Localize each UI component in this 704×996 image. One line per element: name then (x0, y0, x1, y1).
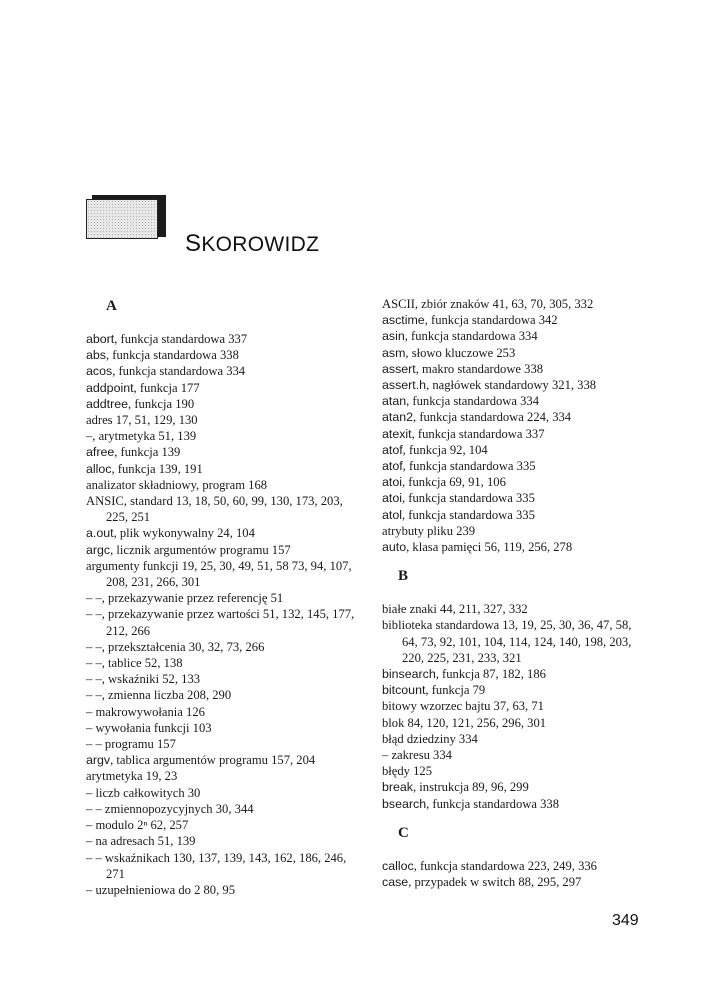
index-text: – –, przekształcenia 30, 32, 73, 266 (86, 639, 265, 654)
index-keyword: afree (86, 445, 115, 460)
index-keyword: case (382, 875, 409, 890)
index-entry (382, 442, 644, 458)
index-keyword: addtree (86, 396, 129, 411)
index-text: adres 17, 51, 129, 130 (86, 413, 198, 428)
index-entry (86, 525, 356, 541)
index-entry (382, 731, 644, 747)
index-entry (382, 296, 644, 312)
index-keyword: calloc (382, 858, 414, 873)
index-text: – zakresu 334 (382, 748, 452, 763)
index-entry (382, 507, 644, 523)
index-entry (382, 715, 644, 731)
index-column-right (382, 296, 644, 890)
index-keyword: argv (86, 753, 111, 768)
index-text: arytmetyka 19, 23 (86, 769, 178, 784)
index-text: , funkcja standardowa 223, 249, 336 (413, 858, 597, 873)
index-keyword: atof (382, 442, 403, 457)
index-text: – na adresach 51, 139 (86, 834, 196, 849)
index-entry (86, 817, 356, 833)
index-entry (382, 796, 644, 812)
index-entry (382, 874, 644, 890)
index-entry (382, 345, 644, 361)
index-text: , funkcja standardowa 335 (402, 459, 536, 474)
index-entry (86, 590, 356, 606)
index-text: – –, tablice 52, 138 (86, 656, 183, 671)
index-keyword: atan2 (382, 410, 414, 425)
index-text: bitowy wzorzec bajtu 37, 63, 71 (382, 699, 544, 714)
index-entry (382, 539, 644, 555)
index-keyword: atoi (382, 475, 402, 490)
index-keyword: assert (382, 361, 416, 376)
index-text: –, arytmetyka 51, 139 (86, 429, 197, 444)
index-keyword: addpoint (86, 380, 134, 395)
index-keyword: a.out (86, 526, 114, 541)
index-text: – makrowywołania 126 (86, 704, 205, 719)
index-text: , funkcja 92, 104 (402, 442, 488, 457)
index-entry (382, 409, 644, 425)
index-entry (86, 833, 356, 849)
index-text: , funkcja 139 (114, 445, 181, 460)
index-text: , przypadek w switch 88, 295, 297 (408, 875, 582, 890)
index-entry (382, 858, 644, 874)
index-text: , funkcja standardowa 337 (411, 426, 545, 441)
index-text: , plik wykonywalny 24, 104 (113, 526, 255, 541)
index-entry (86, 785, 356, 801)
index-entry (86, 752, 356, 768)
index-entry (86, 882, 356, 898)
index-text: , nagłówek standardowy 321, 338 (426, 378, 597, 393)
index-entry (86, 396, 356, 412)
index-text: analizator składniowy, program 168 (86, 477, 268, 492)
index-entry (382, 763, 644, 779)
index-text: – –, przekazywanie przez referencję 51 (86, 591, 284, 606)
index-text: , licznik argumentów programu 157 (110, 542, 291, 557)
index-entry (382, 523, 644, 539)
index-entry (382, 779, 644, 795)
index-entry (86, 639, 356, 655)
index-entry (86, 331, 356, 347)
index-entry (86, 542, 356, 558)
index-text: , klasa pamięci 56, 119, 256, 278 (406, 540, 573, 555)
section-letter: C (398, 824, 409, 841)
index-text: – liczb całkowitych 30 (86, 785, 201, 800)
index-text: , funkcja standardowa 338 (105, 348, 239, 363)
index-keyword: asin (382, 329, 405, 344)
index-text: , funkcja standardowa 334 (112, 364, 246, 379)
index-entry (86, 380, 356, 396)
index-keyword: break (382, 780, 413, 795)
index-keyword: atexit (382, 426, 412, 441)
index-entry (86, 687, 356, 703)
index-keyword: binsearch (382, 667, 436, 682)
index-text: , funkcja standardowa 337 (114, 332, 248, 346)
index-keyword: abs (86, 348, 106, 363)
index-entry (86, 412, 356, 428)
index-entry (382, 617, 644, 666)
index-entry (86, 850, 356, 882)
index-text: , słowo kluczowe 253 (405, 345, 516, 360)
index-keyword: assert.h (382, 378, 427, 393)
index-entry (382, 426, 644, 442)
index-keyword: argc (86, 542, 111, 557)
index-text: , funkcja standardowa 338 (426, 796, 559, 811)
index-text: , funkcja standardowa 334 (406, 394, 540, 409)
index-entry (382, 328, 644, 344)
index-keyword: asctime (382, 313, 425, 328)
index-text: , funkcja standardowa 342 (424, 313, 558, 328)
index-entry (86, 671, 356, 687)
index-keyword: bsearch (382, 796, 427, 811)
index-keyword: bitcount (382, 683, 426, 698)
index-entry (86, 704, 356, 720)
index-text: ASCII, zbiór znaków 41, 63, 70, 305, 332 (382, 297, 594, 311)
index-text: , funkcja 190 (128, 396, 195, 411)
index-text: , funkcja 139, 191 (111, 461, 203, 476)
index-entry (86, 428, 356, 444)
index-text: – – zmiennopozycyjnych 30, 344 (86, 801, 254, 816)
index-text: – –, przekazywanie przez wartości 51, 132, 145, 177, 212, 266 (86, 607, 355, 638)
index-entry (86, 720, 356, 736)
section-letter: A (106, 298, 117, 314)
index-entry (86, 444, 356, 460)
index-text: , funkcja standardowa 335 (401, 507, 535, 522)
index-text: – – programu 157 (86, 737, 176, 752)
index-text: , funkcja standardowa 224, 334 (413, 410, 572, 425)
index-text: – –, zmienna liczba 208, 290 (86, 688, 232, 703)
index-entry (86, 655, 356, 671)
index-entry (86, 801, 356, 817)
index-text: , funkcja 69, 91, 106 (401, 475, 506, 490)
chapter-title: SKOROWIDZ (185, 230, 320, 257)
index-entry (86, 461, 356, 477)
index-text: , funkcja 177 (133, 380, 200, 395)
index-keyword: alloc (86, 461, 112, 476)
index-entry (382, 377, 644, 393)
index-text: , funkcja standardowa 335 (401, 491, 535, 506)
index-entry (86, 347, 356, 363)
index-text: , funkcja 79 (425, 683, 486, 698)
index-entry (382, 601, 644, 617)
index-text: błędy 125 (382, 764, 433, 779)
index-text: – wywołania funkcji 103 (86, 720, 212, 735)
index-entry (382, 393, 644, 409)
index-keyword: atoi (382, 491, 402, 506)
index-keyword: atof (382, 459, 403, 474)
index-text: , makro standardowe 338 (415, 361, 544, 376)
index-keyword: atol (382, 507, 402, 522)
index-entry (382, 474, 644, 490)
index-entry (382, 458, 644, 474)
index-keyword: abort (86, 332, 115, 346)
chapter-ornament (86, 195, 166, 240)
index-keyword: atan (382, 394, 407, 409)
index-keyword: asm (382, 345, 406, 360)
index-entry (86, 493, 356, 525)
section-letter: B (398, 568, 409, 585)
index-text: , instrukcja 89, 96, 299 (413, 780, 529, 795)
index-keyword: acos (86, 364, 113, 379)
index-text: argumenty funkcji 19, 25, 30, 49, 51, 58 73, 94, 107, 208, 231, 266, 301 (86, 558, 352, 590)
index-text: ANSIC, standard 13, 18, 50, 60, 99, 130, 173, 203, 225, 251 (86, 494, 343, 525)
index-entry (86, 558, 356, 590)
index-text: , tablica argumentów programu 157, 204 (110, 753, 316, 768)
index-text: – uzupełnieniowa do 2 80, 95 (86, 882, 235, 897)
index-text: blok 84, 120, 121, 256, 296, 301 (382, 715, 547, 730)
index-text: błąd dziedziny 334 (382, 731, 478, 746)
index-text: , funkcja standardowa 334 (404, 329, 538, 344)
index-text: biblioteka standardowa 13, 19, 25, 30, 36, 47, 58, 64, 73, 92, 101, 104, 114, 124, 140, 198, 203, 220, 225, 231, 233, 321 (382, 618, 632, 665)
index-text: atrybuty pliku 239 (382, 523, 476, 538)
index-entry (382, 490, 644, 506)
index-entry (382, 361, 644, 377)
index-column-left (86, 296, 356, 898)
index-text: – modulo 2ⁿ 62, 257 (86, 818, 189, 833)
index-entry (86, 477, 356, 493)
index-entry (382, 666, 644, 682)
index-entry (86, 736, 356, 752)
page-number: 349 (612, 912, 639, 929)
index-entry (86, 606, 356, 638)
index-entry (382, 682, 644, 698)
index-text: – – wskaźnikach 130, 137, 139, 143, 162, 186, 246, 271 (86, 850, 347, 881)
index-keyword: auto (382, 540, 407, 555)
index-text: białe znaki 44, 211, 327, 332 (382, 602, 528, 617)
index-text: , funkcja 87, 182, 186 (435, 667, 546, 682)
index-entry (86, 363, 356, 379)
index-text: – –, wskaźniki 52, 133 (86, 672, 201, 687)
index-entry (382, 312, 644, 328)
index-entry (382, 698, 644, 714)
index-entry (86, 768, 356, 784)
index-entry (382, 747, 644, 763)
